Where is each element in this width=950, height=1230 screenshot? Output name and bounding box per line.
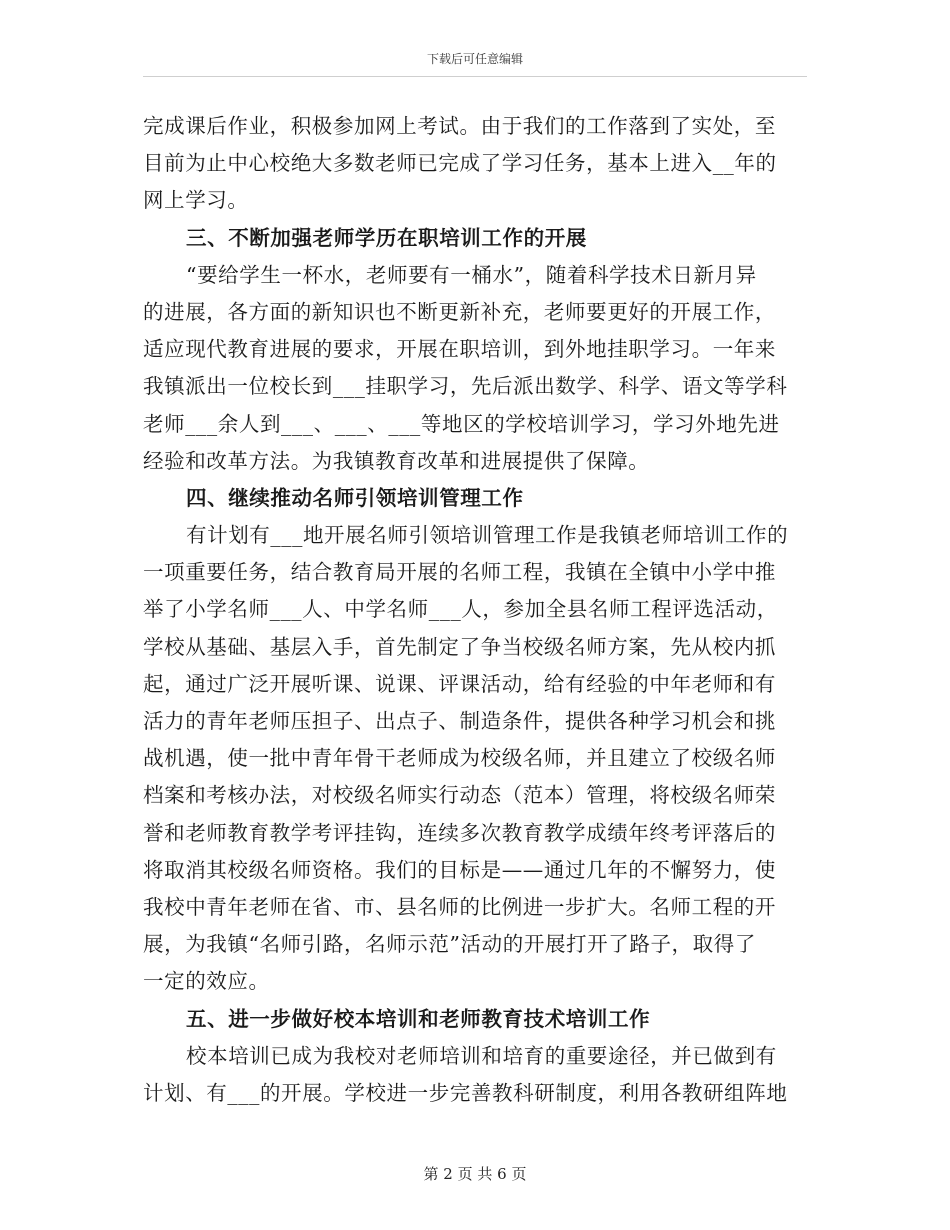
paragraph-line: 一项重要任务，结合教育局开展的名师工程，我镇在全镇中小学中推	[143, 560, 776, 585]
paragraph-line: “要给学生一杯水，老师要有一桶水”，随着科学技术日新月异	[186, 262, 757, 287]
document-body	[143, 108, 803, 1112]
paragraph-line: 有计划有___地开展名师引领培训管理工作是我镇老师培训工作的	[186, 523, 789, 548]
paragraph-line: 经验和改革方法。为我镇教育改革和进展提供了保障。	[143, 448, 650, 473]
paragraph-line: 适应现代教育进展的要求，开展在职培训，到外地挂职学习。一年来	[143, 337, 776, 362]
paragraph-line: 誉和老师教育教学考评挂钩，连续多次教育教学成绩年终考评落后的	[143, 820, 776, 845]
paragraph-line: 档案和考核办法，对校级名师实行动态（范本）管理，将校级名师荣	[143, 783, 776, 808]
paragraph-line: 战机遇，使一批中青年骨干老师成为校级名师，并且建立了校级名师	[143, 746, 776, 771]
paragraph-line: 我镇派出一位校长到___挂职学习，先后派出数学、科学、语文等学科	[143, 374, 788, 399]
paragraph-line: 计划、有___的开展。学校进一步完善教科研制度，利用各教研组阵地	[143, 1080, 788, 1105]
paragraph-line: 将取消其校级名师资格。我们的目标是——通过几年的不懈努力，使	[143, 857, 776, 882]
paragraph-line: 展，为我镇“名师引路，名师示范”活动的开展打开了路子，取得了	[143, 932, 756, 957]
header-divider	[143, 76, 807, 77]
paragraph-line: 的进展，各方面的新知识也不断更新补充，老师要更好的开展工作，	[143, 299, 776, 324]
page-header: 下载后可任意编辑	[426, 52, 523, 66]
section-heading-3: 三、不断加强老师学历在职培训工作的开展	[186, 225, 587, 250]
paragraph-line: 起，通过广泛开展听课、说课、评课活动，给有经验的中年老师和有	[143, 671, 776, 696]
page-number: 第 2 页 共 6 页	[423, 1165, 527, 1183]
paragraph-line: 老师___余人到___、___、___等地区的学校培训学习，学习外地先进	[143, 411, 780, 436]
paragraph-line: 一定的效应。	[143, 969, 270, 994]
paragraph-line: 校本培训已成为我校对老师培训和培育的重要途径，并已做到有	[186, 1043, 777, 1068]
paragraph-line: 网上学习。	[143, 188, 249, 213]
paragraph-line: 学校从基础、基层入手，首先制定了争当校级名师方案，先从校内抓	[143, 634, 776, 659]
paragraph-line: 完成课后作业，积极参加网上考试。由于我们的工作落到了实处，至	[143, 114, 776, 138]
section-heading-5: 五、进一步做好校本培训和老师教育技术培训工作	[186, 1006, 651, 1031]
paragraph-line: 举了小学名师___人、中学名师___人，参加全县名师工程评选活动，	[143, 597, 778, 622]
paragraph-line: 我校中青年老师在省、市、县名师的比例进一步扩大。名师工程的开	[143, 894, 776, 919]
section-heading-4: 四、继续推动名师引领培训管理工作	[186, 485, 524, 510]
paragraph-line: 活力的青年老师压担子、出点子、制造条件，提供各种学习机会和挑	[143, 709, 776, 733]
paragraph-line: 目前为止中心校绝大多数老师已完成了学习任务，基本上进入__年的	[143, 151, 777, 176]
